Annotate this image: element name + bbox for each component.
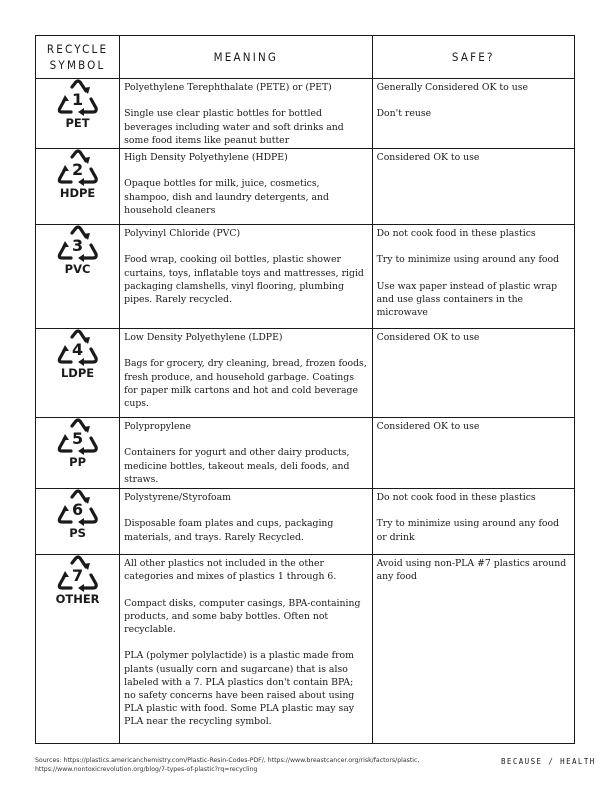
- meaning-text: Polystyrene/Styrofoam: [124, 492, 231, 503]
- recycle-symbol-cell: [36, 149, 120, 225]
- meaning-text: Polyvinyl Chloride (PVC): [124, 228, 241, 239]
- meaning-cell: [120, 79, 372, 149]
- table-row: [36, 79, 575, 149]
- meaning-text: Bags for grocery, dry cleaning, bread, frozen foods, fresh produce, and household garbage. Coatings for paper milk cartons and hot and cold beverage cups.: [124, 358, 367, 409]
- meaning-cell: [120, 555, 372, 744]
- safe-cell: [372, 225, 574, 329]
- meaning-text: Polypropylene: [124, 421, 192, 432]
- meaning-cell: [120, 329, 372, 418]
- resin-number: 2: [71, 160, 84, 179]
- resin-number: 4: [71, 340, 84, 359]
- table-row: [36, 555, 575, 744]
- header-symbol: RECYCLE SYMBOL: [36, 36, 120, 79]
- meaning-text: Containers for yogurt and other dairy products, medicine bottles, takeout meals, deli foods, and straws.: [124, 447, 350, 485]
- recycle-symbol-cell: [36, 555, 120, 744]
- resin-number: 3: [71, 236, 84, 255]
- meaning-text: Disposable foam plates and cups, packaging materials, and trays. Rarely Recycled.: [124, 518, 334, 543]
- meaning-text: Opaque bottles for milk, juice, cosmetics, shampoo, dish and laundry detergents, and household cleaners: [124, 178, 329, 216]
- resin-code: OTHER: [55, 592, 100, 606]
- recycle-symbol-cell: [36, 225, 120, 329]
- sources-footer: [35, 757, 475, 774]
- meaning-text: Polyethylene Terephthalate (PETE) or (PET): [124, 82, 332, 93]
- safe-text: Considered OK to use: [376, 332, 480, 343]
- meaning-text: Low Density Polyethylene (LDPE): [124, 332, 283, 343]
- meaning-text: High Density Polyethylene (HDPE): [124, 152, 288, 163]
- resin-code: PET: [65, 116, 90, 130]
- meaning-text: PLA (polymer polylactide) is a plastic made from plants (usually corn and sugarcane) that is also labeled with a 7. PLA plastics don't contain BPA; no safety concerns have been raised about using PLA plastic with food. Some PLA plastic may say PLA near the recycling symbol.: [124, 650, 355, 728]
- table-row: [36, 149, 575, 225]
- resin-number: 1: [71, 90, 84, 109]
- safe-text: Considered OK to use: [376, 152, 480, 163]
- resin-code: PVC: [64, 262, 91, 276]
- resin-code: LDPE: [60, 366, 95, 380]
- safe-text: Avoid using non-PLA #7 plastics around any food: [376, 558, 567, 583]
- safe-cell: [372, 79, 574, 149]
- meaning-text: Compact disks, computer casings, BPA-containing products, and some baby bottles. Often not recyclable.: [124, 597, 361, 635]
- table-row: [36, 489, 575, 555]
- safe-cell: [372, 555, 574, 744]
- resin-code: PP: [69, 455, 86, 469]
- header-meaning: MEANING: [120, 36, 372, 79]
- meaning-text: Food wrap, cooking oil bottles, plastic shower curtains, toys, inflatable toys and mattresses, rigid packaging clamshells, vinyl flooring, plumbing pipes. Rarely recycled.: [124, 254, 364, 305]
- resin-number: 7: [71, 566, 84, 585]
- meaning-cell: [120, 149, 372, 225]
- meaning-cell: [120, 418, 372, 489]
- table-row: [36, 225, 575, 329]
- safe-text: Try to minimize using around any food: [376, 254, 560, 266]
- resin-number: 6: [71, 500, 84, 519]
- resin-code: PS: [69, 526, 86, 540]
- safe-cell: [372, 329, 574, 418]
- safe-cell: [372, 149, 574, 225]
- sources-line-2: https://www.nontoxicrevolution.org/blog/7-types-of-plastic?rq=recycling: [35, 765, 258, 773]
- safe-cell: [372, 418, 574, 489]
- meaning-text: Single use clear plastic bottles for bottled beverages including water and soft drinks and some food items like peanut butter: [124, 108, 344, 146]
- safe-text: Generally Considered OK to use: [376, 82, 528, 93]
- recycle-symbol-cell: [36, 418, 120, 489]
- recycling-table: [35, 35, 575, 744]
- safe-text: Try to minimize using around any food or drink: [376, 518, 560, 543]
- meaning-cell: [120, 225, 372, 329]
- table-row: [36, 329, 575, 418]
- recycle-symbol-cell: [36, 79, 120, 149]
- meaning-cell: [120, 489, 372, 555]
- safe-cell: [372, 489, 574, 555]
- recycle-symbol-cell: [36, 489, 120, 555]
- safe-text: Use wax paper instead of plastic wrap and use glass containers in the microwave: [376, 280, 558, 319]
- resin-code: HDPE: [59, 186, 96, 200]
- safe-text: Don't reuse: [376, 108, 432, 120]
- brand-logo: BECAUSE / HEALTH: [501, 757, 596, 766]
- resin-number: 5: [71, 429, 84, 448]
- sources-line-1: Sources: https://plastics.americanchemistry.com/Plastic-Resin-Codes-PDF/, https://www.breastcancer.org/risk/factors/plastic,: [35, 757, 420, 764]
- safe-text: Considered OK to use: [376, 421, 480, 432]
- table-row: [36, 418, 575, 489]
- recycle-symbol-cell: [36, 329, 120, 418]
- header-safe: SAFE?: [372, 36, 574, 79]
- meaning-text: All other plastics not included in the other categories and mixes of plastics 1 through 6.: [124, 558, 337, 583]
- safe-text: Do not cook food in these plastics: [376, 228, 536, 239]
- safe-text: Do not cook food in these plastics: [376, 492, 536, 503]
